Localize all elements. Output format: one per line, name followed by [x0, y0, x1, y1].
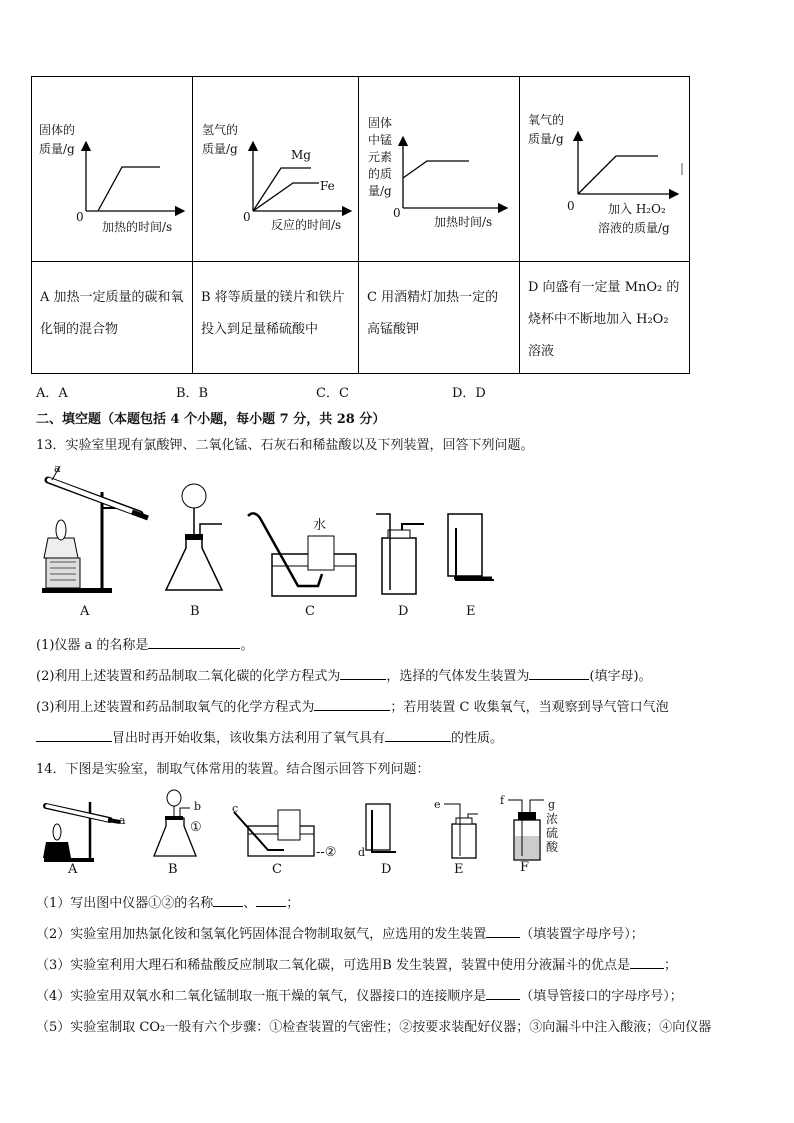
q14-blank-5[interactable]: [486, 985, 520, 1000]
q14-stem: 14．下图是实验室，制取气体常用的装置。结合图示回答下列问题：: [36, 762, 430, 777]
q14-blank-4[interactable]: [630, 954, 664, 969]
graph-c-origin: 0: [393, 206, 401, 220]
graph-b-ylabel-line1: 氢气的: [202, 123, 239, 137]
fig13-letter-a: A: [80, 604, 90, 619]
apparatus-b: [166, 484, 222, 590]
graph-d-origin: 0: [567, 199, 575, 213]
fig14-mark-two: --②: [316, 845, 337, 860]
graph-c-ylabel-line5: 量/g: [368, 184, 392, 198]
graph-c-ylabel-line1: 固体: [368, 116, 393, 130]
choice-a[interactable]: A．A: [36, 386, 68, 401]
q14-part3: [36, 954, 677, 973]
fig14-mark-g: g: [548, 798, 556, 811]
graph-panel-d: [520, 77, 690, 262]
desc-panel-c: [359, 262, 520, 374]
graph-c-xlabel: 加热时间/s: [434, 215, 493, 229]
section-heading: 二、填空题（本题包括 4 个小题，每小题 7 分，共 28 分）: [36, 412, 386, 427]
q13-blank-3[interactable]: [529, 665, 589, 680]
q14-part2-text: （2）实验室用加热氯化铵和氢氧化钙固体混合物制取氨气，应选用的发生装置: [36, 927, 487, 942]
graph-c-ylabel-line4: 的质: [368, 167, 393, 181]
fig13-letter-b: B: [190, 604, 200, 619]
fig13-letter-e: E: [466, 604, 476, 619]
q13-blank-5[interactable]: [36, 727, 112, 742]
graph-a-ylabel-line1: 固体的: [39, 123, 76, 137]
graph-d-xlabel-line2: 溶液的质量/g: [598, 221, 670, 235]
graph-c-ylabel-line3: 元素: [368, 150, 393, 164]
q14-part1-end: ；: [286, 896, 300, 911]
graph-b-ylabel-line2: 质量/g: [202, 142, 238, 156]
q14-part1-text: （1）写出图中仪器①②的名称: [36, 896, 214, 911]
q13-part3-cont: [36, 727, 503, 746]
fig14-mark-c: c: [232, 802, 239, 815]
label-water: 水: [313, 518, 327, 533]
acid-char-2: 硫: [546, 826, 559, 840]
q14-blank-2[interactable]: [256, 892, 286, 907]
choice-b[interactable]: B．B: [176, 386, 209, 401]
option-b-description: B 将等质量的镁片和铁片投入到足量稀硫酸中: [201, 290, 345, 337]
q14-part4-end: （填导管接口的字母序号）；: [520, 989, 683, 1004]
fig14-mark-e: e: [434, 798, 441, 811]
graph-d-xlabel-line1: 加入 H₂O₂: [608, 202, 666, 216]
graph-panel-b: [193, 77, 359, 262]
q14-part1: [36, 892, 299, 911]
q13-part3-cont-text: 冒出时再开始收集，该收集方法利用了氧气具有: [112, 731, 386, 746]
apparatus-c: [248, 513, 356, 596]
graph-panel-c: [359, 77, 520, 262]
apparatus-e: [448, 514, 494, 580]
fig14-letter-f: F: [520, 860, 530, 875]
fig13-letter-c: C: [305, 604, 315, 619]
apparatus-a: [42, 466, 148, 593]
q13-part3: [36, 696, 669, 715]
fig14-mark-a: a: [119, 814, 126, 827]
q13-stem: 13．实验室里现有氯酸钾、二氧化锰、石灰石和稀盐酸以及下列装置，回答下列问题。: [36, 438, 534, 453]
q13-part1-end: 。: [240, 638, 254, 653]
fig14-mark-one: ①: [190, 820, 202, 835]
q13-blank-4[interactable]: [314, 696, 390, 711]
option-c-description: C 用酒精灯加热一定的高锰酸钾: [367, 290, 499, 337]
fig14-letter-e: E: [454, 862, 464, 877]
choice-c[interactable]: C．C: [316, 386, 349, 401]
graph-b-xlabel: 反应的时间/s: [271, 218, 342, 232]
option-d-description: D 向盛有一定量 MnO₂ 的烧杯中不断地加入 H₂O₂ 溶液: [528, 280, 680, 359]
graph-b-label-mg: Mg: [291, 148, 311, 162]
q13-blank-6[interactable]: [385, 727, 451, 742]
q14-part3-end: ；: [663, 958, 677, 973]
graph-b-curve-fe: [253, 183, 319, 211]
graph-panel-a: [32, 77, 193, 262]
choice-d[interactable]: D．D: [452, 386, 486, 401]
apparatus-14d: [366, 804, 396, 852]
q14-part4-text: （4）实验室用双氧水和二氧化锰制取一瓶干燥的氧气，仪器接口的连接顺序是: [36, 989, 487, 1004]
apparatus-14f: [508, 800, 544, 860]
q14-part4: [36, 985, 683, 1004]
apparatus-14a: [43, 802, 120, 862]
q13-blank-2[interactable]: [340, 665, 386, 680]
q13-part1-text: (1)仪器 a 的名称是: [36, 638, 149, 653]
desc-panel-b: [193, 262, 359, 374]
q13-part2: [36, 665, 652, 684]
graph-c-curve: [403, 161, 469, 178]
q12-table: [31, 76, 690, 374]
fig14-letter-b: B: [168, 862, 178, 877]
q13-part1: [36, 634, 253, 653]
apparatus-14c: [234, 810, 314, 856]
option-a-description: A 加热一定质量的碳和氧化铜的混合物: [40, 290, 184, 337]
graph-b-origin: 0: [243, 210, 251, 224]
graph-b-label-fe: Fe: [320, 179, 335, 193]
fig14-letter-a: A: [68, 862, 78, 877]
graph-d-ylabel-line1: 氧气的: [528, 113, 565, 127]
q13-part2-mid: ，选择的气体发生装置为: [386, 669, 530, 684]
graph-a-curve: [98, 167, 160, 211]
q13-part3-text: (3)利用上述装置和药品制取氧气的化学方程式为: [36, 700, 315, 715]
label-instrument-a: a: [54, 462, 61, 475]
graph-a-xlabel: 加热的时间/s: [102, 220, 173, 234]
q13-part3-mid: ；若用装置 C 收集氧气，当观察到导气管口气泡: [390, 700, 669, 715]
desc-panel-d: [520, 262, 690, 374]
q14-part1-sep: 、: [243, 896, 257, 911]
fig14-letter-c: C: [272, 862, 282, 877]
acid-char-1: 浓: [546, 812, 559, 826]
graph-c-ylabel-line2: 中锰: [368, 133, 393, 147]
apparatus-14e: [444, 804, 478, 858]
fig13-letter-d: D: [398, 604, 409, 619]
q14-blank-3[interactable]: [486, 923, 520, 938]
fig14-mark-d: d: [358, 846, 366, 859]
graph-a-origin: 0: [76, 210, 84, 224]
q14-part3-text: （3）实验室利用大理石和稀盐酸反应制取二氧化碳，可选用B 发生装置，装置中使用分液漏斗的优点是: [36, 958, 630, 973]
graph-c-plot: [359, 77, 520, 261]
fig14-letter-d: D: [381, 862, 392, 877]
acid-char-3: 酸: [546, 840, 559, 854]
desc-panel-a: [32, 262, 193, 374]
q14-part2: [36, 923, 644, 942]
apparatus-d: [376, 514, 424, 594]
fig14-acid-label: [546, 812, 558, 854]
graph-d-ylabel-line2: 质量/g: [528, 132, 564, 146]
q14-part2-end: （填装置字母序号）；: [520, 927, 644, 942]
q13-blank-1[interactable]: [148, 634, 240, 649]
q13-part3-end: 的性质。: [451, 731, 504, 746]
graph-d-curve: [578, 156, 658, 194]
fig14-mark-b: b: [194, 800, 202, 813]
graph-a-ylabel-line2: 质量/g: [39, 142, 75, 156]
q13-part2-end: (填字母)。: [589, 669, 652, 684]
q14-part5: （5）实验室制取 CO₂一般有六个步骤：①检查装置的气密性；②按要求装配好仪器；③向漏斗中注入酸液；④向仪器: [36, 1020, 712, 1035]
q13-part2-text: (2)利用上述装置和药品制取二氧化碳的化学方程式为: [36, 669, 341, 684]
q14-blank-1[interactable]: [213, 892, 243, 907]
fig14-mark-f: f: [500, 794, 505, 807]
